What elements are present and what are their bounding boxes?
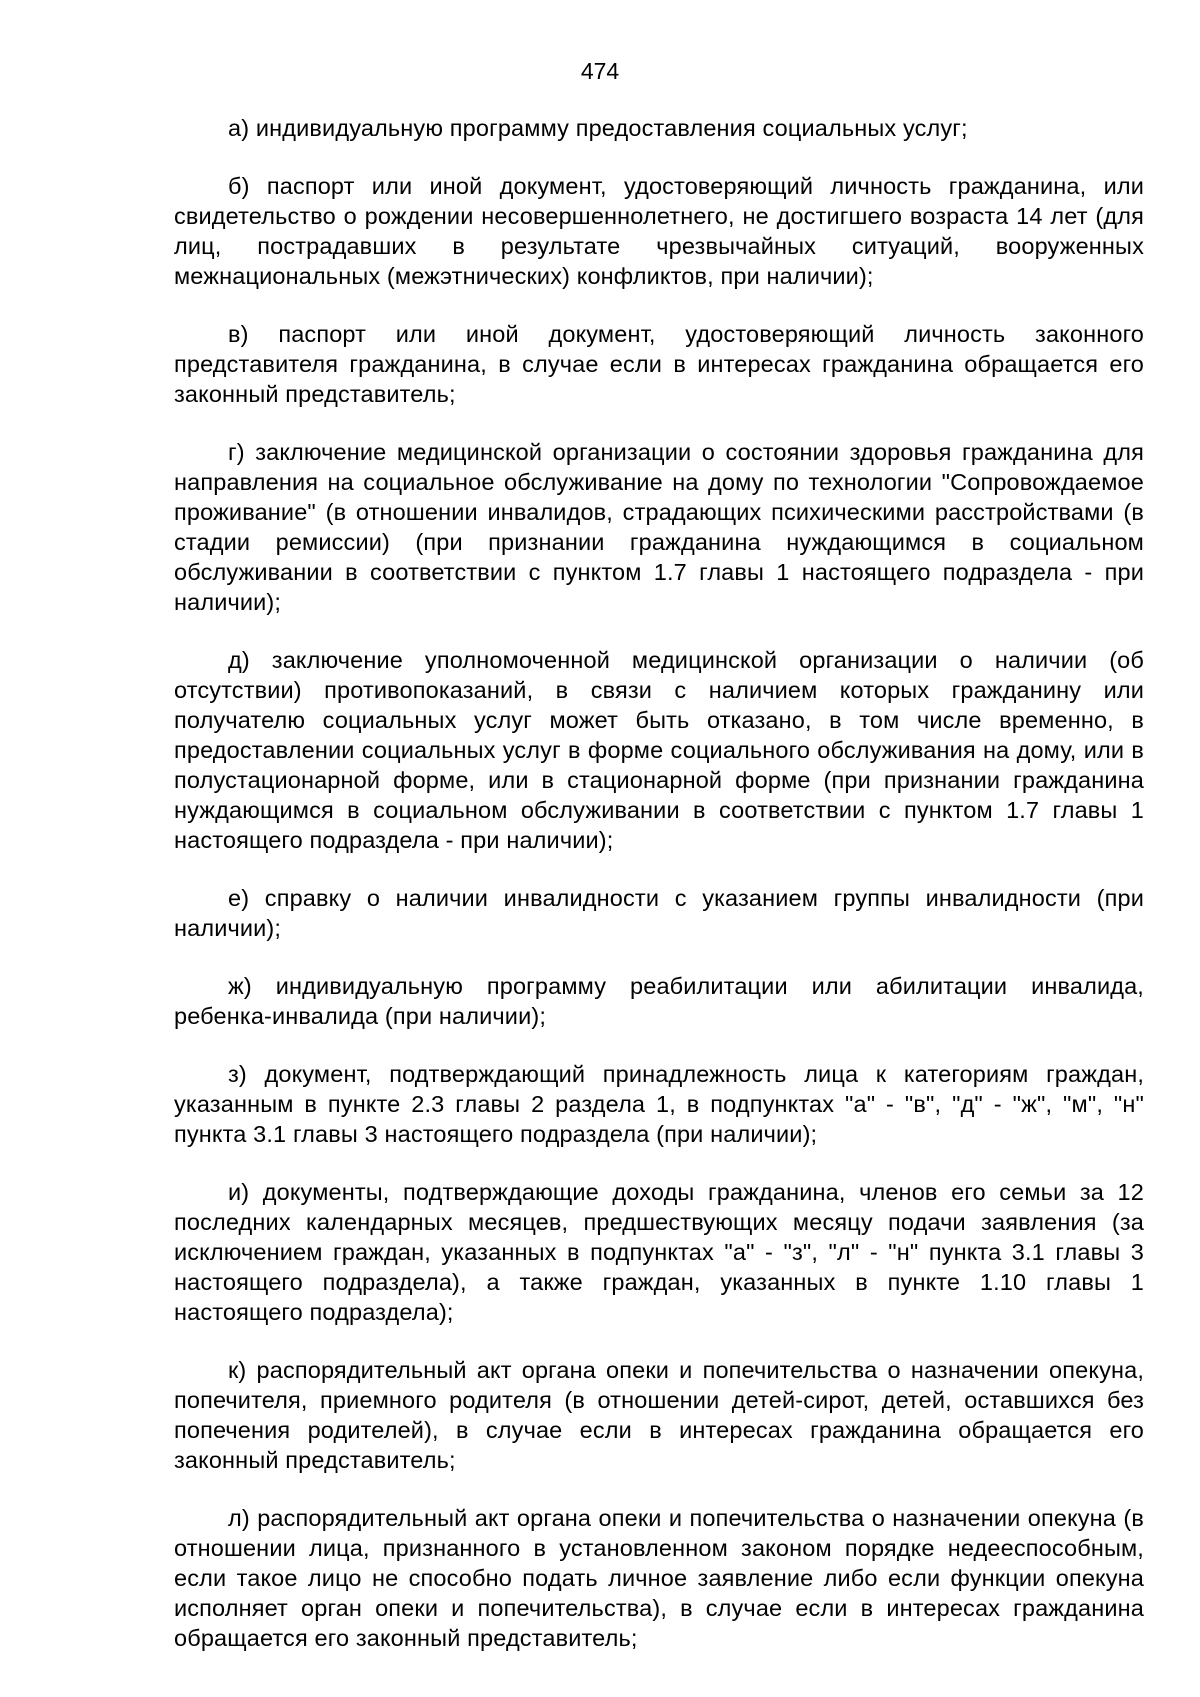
page-number: 474: [580, 58, 620, 84]
paragraph-i: и) документы, подтверждающие доходы гражданина, членов его семьи за 12 последних календарных месяцев, предшествующих месяцу подачи заявления (за исключением граждан, указанных в подпунктах "а" - "з", "л" - "н" пункта 3.1 главы 3 настоящего подраздела), а также граждан, указанных в пункте 1.10 главы 1 настоящего подраздела);: [174, 1179, 1144, 1325]
paragraph-k: к) распорядительный акт органа опеки и попечительства о назначении опекуна, попечителя, приемного родителя (в отношении детей-сирот, детей, оставшихся без попечения родителей), в случае если в интересах гражданина обращается его законный представитель;: [174, 1357, 1144, 1473]
paragraph-z: з) документ, подтверждающий принадлежность лица к категориям граждан, указанным в пункте 2.3 главы 2 раздела 1, в подпунктах "а" - "в", "д" - "ж", "м", "н" пункта 3.1 главы 3 настоящего подраздела (при наличии);: [174, 1061, 1144, 1147]
paragraph-v: в) паспорт или иной документ, удостоверяющий личность законного представителя гражданина, в случае если в интересах гражданина обращается его законный представитель;: [174, 321, 1144, 407]
paragraph-l: л) распорядительный акт органа опеки и попечительства о назначении опекуна (в отношении лица, признанного в установленном законом порядке недееспособным, если такое лицо не способно подать личное заявление либо если функции опекуна исполняет орган опеки и попечительства), в случае если в интересах гражданина обращается его законный представитель;: [174, 1505, 1144, 1651]
document-body: [174, 113, 1144, 1681]
paragraph-zh: ж) индивидуальную программу реабилитации или абилитации инвалида, ребенка-инвалида (при наличии);: [174, 973, 1144, 1029]
paragraph-a: а) индивидуальную программу предоставления социальных услуг;: [228, 115, 968, 141]
paragraph-d: д) заключение уполномоченной медицинской организации о наличии (об отсутствии) противопоказаний, в связи с наличием которых гражданину или получателю социальных услуг может быть отказано, в том числе временно, в предоставлении социальных услуг в форме социального обслуживания на дому, или в полустационарной форме, или в стационарной форме (при признании гражданина нуждающимся в социальном обслуживании в соответствии с пунктом 1.7 главы 1 настоящего подраздела - при наличии);: [174, 647, 1144, 853]
paragraph-b: б) паспорт или иной документ, удостоверяющий личность гражданина, или свидетельство о рождении несовершеннолетнего, не достигшего возраста 14 лет (для лиц, пострадавших в результате чрезвычайных ситуаций, вооруженных межнациональных (межэтнических) конфликтов, при наличии);: [174, 173, 1144, 289]
paragraph-e: е) справку о наличии инвалидности с указанием группы инвалидности (при наличии);: [174, 885, 1144, 941]
paragraph-g: г) заключение медицинской организации о состоянии здоровья гражданина для направления на социальное обслуживание на дому по технологии "Сопровождаемое проживание" (в отношении инвалидов, страдающих психическими расстройствами (в стадии ремиссии) (при признании гражданина нуждающимся в социальном обслуживании в соответствии с пунктом 1.7 главы 1 настоящего подраздела - при наличии);: [174, 439, 1144, 615]
